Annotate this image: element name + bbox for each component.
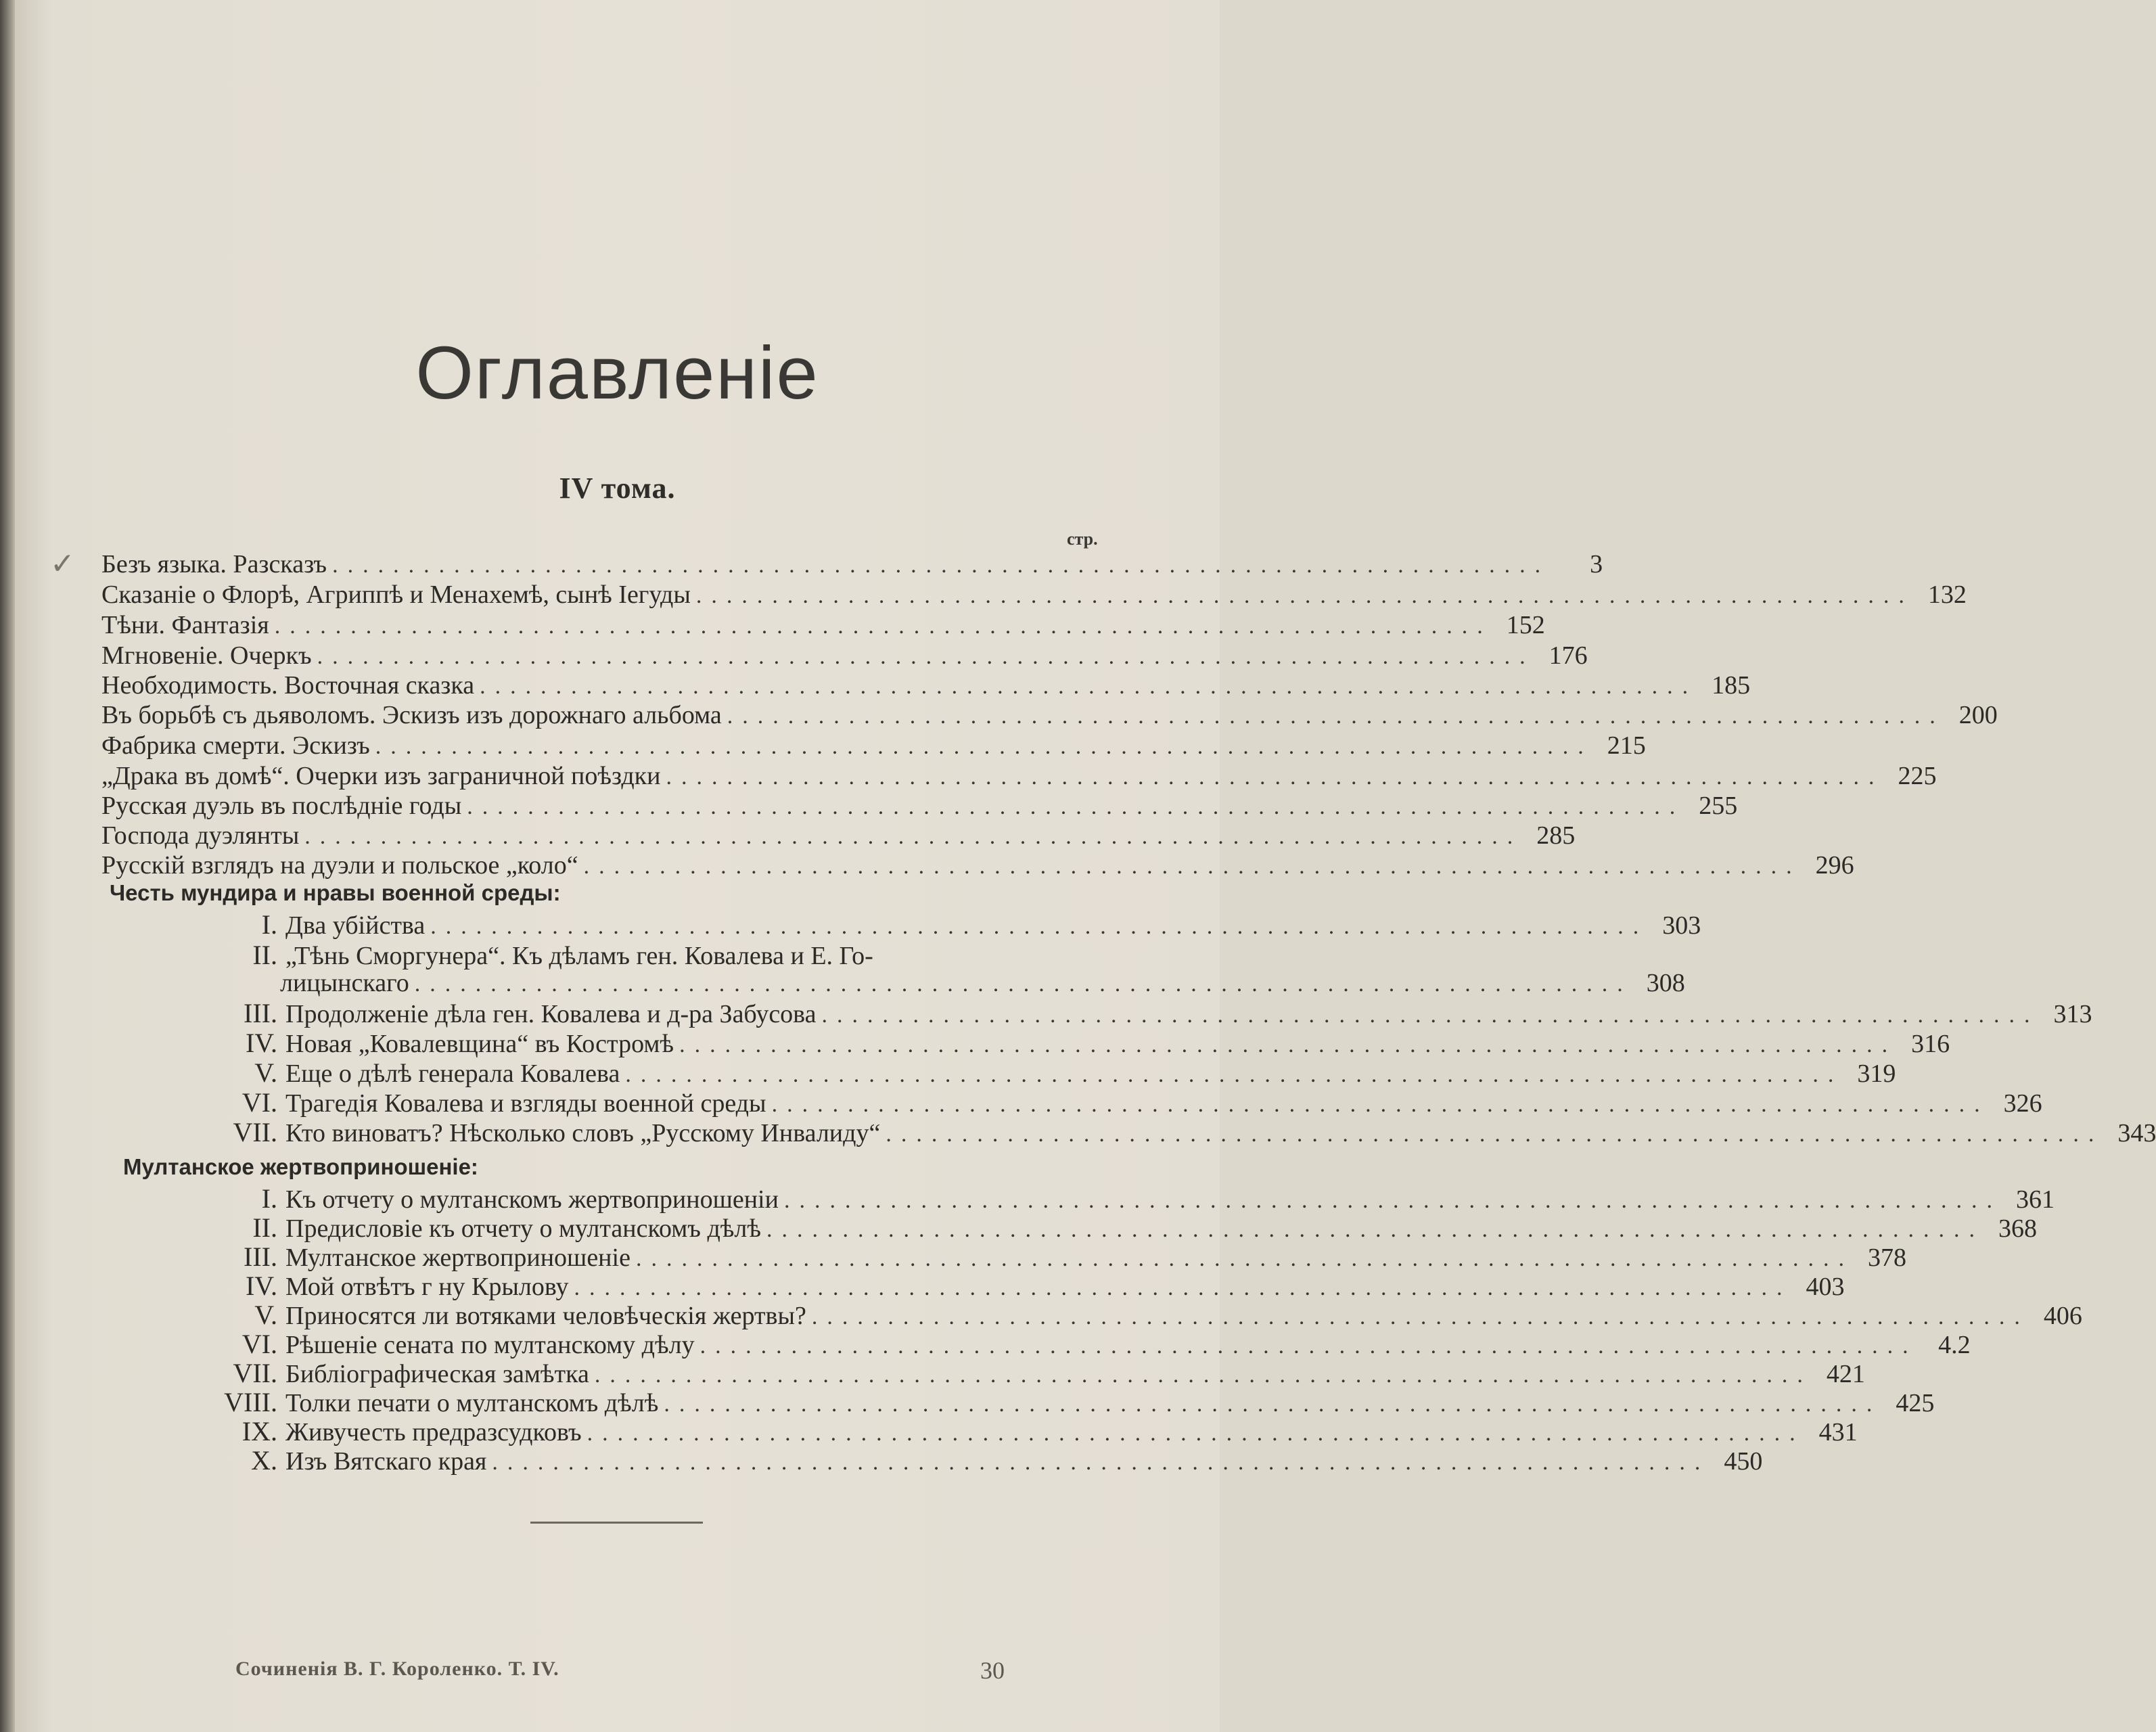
toc-entry-page: 200 (1958, 701, 1998, 729)
toc-entry-title: Изъ Вятскаго края (285, 1447, 487, 1476)
toc-entry-page: 421 (1826, 1360, 1865, 1388)
toc-entry (101, 850, 1854, 880)
dot-leader: ................................................................................ (375, 734, 1593, 759)
dot-leader: ................................................................................ (811, 1304, 2029, 1329)
toc-entry-title: Новая „Ковалевщина“ въ Костромѣ (285, 1030, 674, 1058)
toc-entry-page: 313 (2053, 1000, 2092, 1028)
toc-entry (204, 1027, 1950, 1058)
page-subtitle: IV тома. (559, 472, 676, 505)
toc-entry-page: 225 (1898, 762, 1937, 790)
toc-entry-title-continuation: лицынскаго (280, 969, 409, 997)
toc-entry (204, 1241, 1906, 1272)
toc-entry-number: VIII. (224, 1387, 277, 1417)
dot-leader: ................................................................................ (583, 854, 1802, 879)
dot-leader: ................................................................................ (414, 972, 1632, 997)
toc-entry (101, 731, 1646, 760)
toc-entry (204, 1415, 1858, 1446)
dot-leader: ................................................................................ (430, 914, 1649, 939)
toc-entry (101, 700, 1998, 729)
toc-entry-number: IV. (245, 1028, 277, 1058)
toc-entry-page: 450 (1724, 1447, 1763, 1476)
toc-entry-page: 406 (2043, 1302, 2082, 1330)
toc-entry-page: 378 (1867, 1244, 1906, 1272)
toc-entry-title: Два убійства (285, 911, 426, 940)
toc-entry-title: Тѣни. Фантазія (101, 611, 269, 639)
toc-entry-number: V. (254, 1300, 277, 1330)
toc-entry (101, 821, 1576, 850)
toc-entry (204, 1444, 1763, 1476)
toc-entry-page: 132 (1927, 580, 1967, 609)
toc-entry (204, 1183, 2055, 1214)
toc-entry-page: 4.2 (1938, 1331, 1971, 1359)
toc-entry (204, 1328, 1971, 1359)
toc-entry-page: 326 (2003, 1089, 2042, 1118)
dot-leader: ................................................................................ (467, 794, 1685, 819)
toc-entry (204, 1299, 2082, 1330)
toc-entry-title: Живучесть предразсудковъ (285, 1418, 582, 1446)
toc-entry (204, 1386, 1935, 1417)
toc-entry-title: Фабрика смерти. Эскизъ (101, 731, 370, 760)
toc-entry (204, 1087, 2042, 1118)
toc-entry-page: 176 (1549, 641, 1588, 670)
toc-entry-page: 343 (2117, 1119, 2156, 1147)
toc-entry-number: II. (252, 940, 277, 970)
dot-leader: ................................................................................ (664, 1392, 1882, 1417)
dot-leader: ................................................................................ (699, 1334, 1918, 1359)
dot-leader: ................................................................................ (727, 704, 1945, 729)
toc-entry-page: 152 (1506, 611, 1545, 639)
toc-entry (204, 1357, 1865, 1388)
toc-entry (204, 1270, 1845, 1301)
toc-entry-title: Еще о дѣлѣ генерала Ковалева (285, 1059, 620, 1088)
dot-leader: ................................................................................ (317, 644, 1535, 669)
toc-entry-title: Библіографическая замѣтка (285, 1360, 589, 1388)
toc-entry-continuation (280, 968, 1685, 997)
dot-leader: ................................................................................ (886, 1122, 2104, 1147)
page-title: Оглавленіе (415, 332, 819, 415)
toc-entry (204, 997, 2092, 1028)
toc-entry-page: 316 (1911, 1030, 1950, 1058)
pencil-checkmark-icon: ✓ (50, 547, 75, 581)
toc-entry-page: 431 (1818, 1418, 1858, 1446)
toc-entry-page: 215 (1607, 731, 1646, 760)
toc-entry-page: 285 (1536, 821, 1576, 850)
dot-leader: ................................................................................ (695, 583, 1914, 608)
toc-entry-title: Трагедія Ковалева и взгляды военной среды (285, 1089, 766, 1118)
dot-leader: ................................................................................ (574, 1275, 1792, 1300)
closing-rule (530, 1522, 703, 1524)
toc-entry (101, 549, 1603, 578)
dot-leader: ................................................................................ (625, 1062, 1843, 1087)
dot-leader: ................................................................................ (274, 614, 1492, 639)
dot-leader: ................................................................................ (594, 1363, 1812, 1388)
toc-entry-title: Къ отчету о мултанскомъ жертвоприношеніи (285, 1185, 779, 1214)
dot-leader: ................................................................................ (635, 1246, 1854, 1271)
toc-entry (204, 939, 1105, 970)
dot-leader: ................................................................................ (492, 1450, 1710, 1475)
toc-entry-page: 361 (2015, 1185, 2055, 1214)
section-heading: Мултанское жертвоприношеніе: (123, 1154, 478, 1179)
toc-entry-title: Необходимость. Восточная сказка (101, 671, 475, 700)
toc-entry-number: VI. (242, 1087, 277, 1118)
footer-signature: Сочиненія В. Г. Короленко. Т. IV. (235, 1658, 559, 1680)
toc-entry-number: VII. (233, 1358, 277, 1388)
dot-leader: ................................................................................ (332, 553, 1551, 578)
page-column-label: стр. (1067, 529, 1098, 549)
toc-entry-title: Предисловіе къ отчету о мултанскомъ дѣлѣ (285, 1214, 762, 1243)
dot-leader: ................................................................................ (821, 1003, 2040, 1028)
toc-entry (101, 580, 1967, 609)
toc-entry (101, 641, 1588, 670)
dot-leader: ................................................................................ (480, 674, 1698, 699)
toc-entry-page: 303 (1662, 911, 1701, 940)
toc-entry-title: Толки печати о мултанскомъ дѣлѣ (285, 1389, 659, 1417)
toc-entry-title: Сказаніе о Флорѣ, Агриппѣ и Менахемѣ, сынѣ Іегуды (101, 580, 691, 609)
toc-entry-page: 368 (1998, 1214, 2038, 1243)
toc-entry-title: „Тѣнь Сморгунера“. Къ дѣламъ ген. Ковалева и Е. Го- (285, 942, 873, 970)
toc-entry (101, 670, 1751, 700)
toc-entry-number: III. (244, 1241, 277, 1272)
toc-entry-page: 185 (1712, 671, 1751, 700)
toc-entry-title: „Драка въ домѣ“. Очерки изъ заграничной поѣздки (101, 762, 661, 790)
toc-entry-number: X. (251, 1445, 277, 1476)
toc-entry-title: Продолженіе дѣла ген. Ковалева и д-ра Забусова (285, 1000, 817, 1028)
toc-entry (204, 1116, 2156, 1147)
toc-entry-page: 319 (1857, 1059, 1896, 1088)
toc-entry-title: Приносятся ли вотяками человѣческія жертвы? (285, 1302, 806, 1330)
toc-entry-title: Мой отвѣтъ г ну Крылову (285, 1273, 569, 1301)
toc-entry-number: V. (254, 1057, 277, 1088)
toc-entry-number: I. (261, 1183, 277, 1214)
dot-leader: ................................................................................ (783, 1188, 2002, 1213)
toc-entry-title: Въ борьбѣ съ дьяволомъ. Эскизъ изъ дорожнаго альбома (101, 701, 722, 729)
toc-entry-title: Мултанское жертвоприношеніе (285, 1244, 630, 1272)
toc-entry-number: IX. (242, 1416, 277, 1446)
dot-leader: ................................................................................ (771, 1092, 1990, 1117)
toc-entry-number: III. (244, 998, 277, 1028)
toc-entry-number: I. (261, 909, 277, 940)
toc-entry (204, 909, 1701, 940)
toc-entry-title: Русскій взглядъ на дуэли и польское „коло“ (101, 851, 578, 880)
toc-entry-title: Господа дуэлянты (101, 821, 300, 850)
dot-leader: ................................................................................ (587, 1421, 1805, 1446)
toc-entry-title: Мгновеніе. Очеркъ (101, 641, 312, 670)
toc-entry-page: 308 (1646, 969, 1685, 997)
toc-entry (101, 791, 1738, 820)
book-spine-shadow (0, 0, 15, 1732)
footer-sheet-number: 30 (980, 1657, 1005, 1684)
dot-leader: ................................................................................ (766, 1217, 1985, 1242)
toc-entry (204, 1057, 1896, 1088)
toc-entry-number: IV. (245, 1271, 277, 1301)
toc-entry-number: VII. (233, 1117, 277, 1147)
dot-leader: ................................................................................ (666, 765, 1884, 790)
toc-entry-title: Безъ языка. Разсказъ (101, 550, 327, 578)
toc-entry-page: 255 (1699, 792, 1738, 820)
toc-entry-title: Рѣшеніе сената по мултанскому дѣлу (285, 1331, 695, 1359)
toc-entry-title: Кто виноватъ? Нѣсколько словъ „Русскому Инвалиду“ (285, 1119, 881, 1147)
section-heading: Честь мундира и нравы военной среды: (110, 880, 561, 905)
toc-entry-page: 296 (1815, 851, 1854, 880)
book-page (15, 0, 2156, 1732)
toc-entry-page: 425 (1896, 1389, 1935, 1417)
toc-entry-number: II. (252, 1212, 277, 1243)
dot-leader: ................................................................................ (679, 1032, 1898, 1057)
toc-entry-page: 403 (1806, 1273, 1845, 1301)
toc-entry (101, 761, 1937, 790)
toc-entry-title: Русская дуэль въ послѣдніе годы (101, 792, 462, 820)
dot-leader: ................................................................................ (304, 824, 1523, 849)
toc-entry (204, 1212, 2038, 1243)
toc-entry (101, 610, 1545, 639)
toc-entry-page: 3 (1590, 550, 1603, 578)
toc-entry-number: VI. (242, 1329, 277, 1359)
